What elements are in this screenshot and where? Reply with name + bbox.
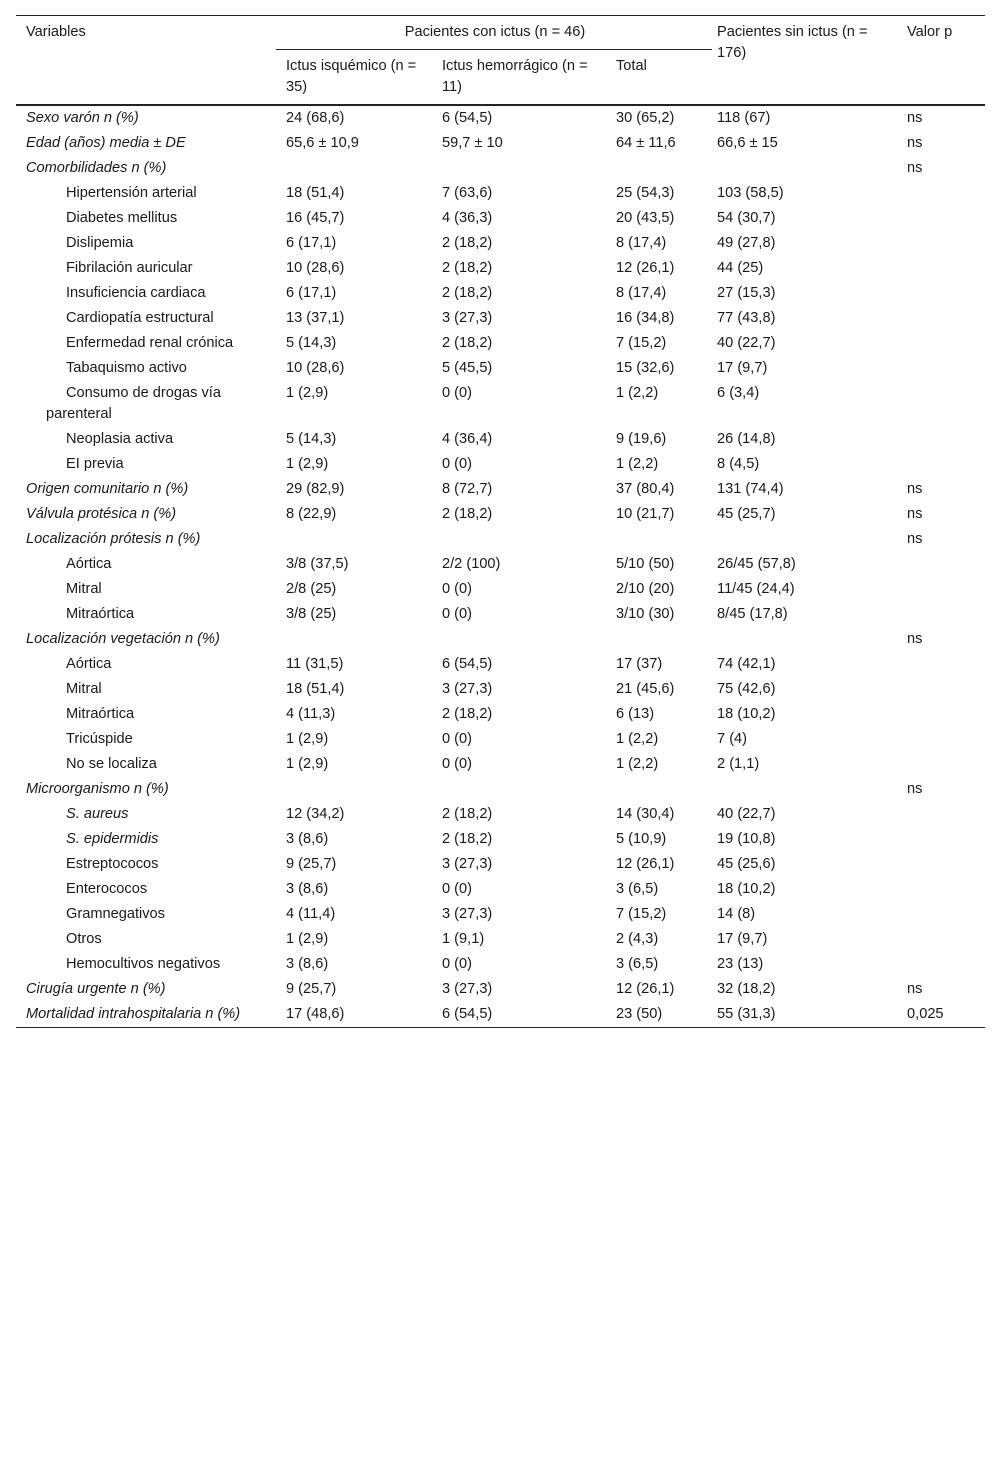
table-row bbox=[16, 902, 985, 927]
row-label: No se localiza bbox=[66, 756, 157, 772]
cell-sin-ictus: 49 (27,8) bbox=[717, 235, 776, 251]
cell-hemorragico: 6 (54,5) bbox=[439, 1002, 616, 1028]
cell-valor-p: ns bbox=[907, 531, 923, 547]
cell-isquemico: 5 (14,3) bbox=[286, 431, 337, 447]
cell-sin-ictus: 23 (13) bbox=[717, 956, 764, 972]
cell-valor-p: 0,025 bbox=[902, 1002, 985, 1028]
cell-sin-ictus: 66,6 ± 15 bbox=[717, 135, 778, 151]
cell-total: 1 (2,2) bbox=[616, 385, 659, 401]
cell-valor-p bbox=[902, 306, 985, 331]
cell-hemorragico bbox=[439, 527, 616, 552]
cell-hemorragico: 4 (36,3) bbox=[442, 210, 493, 226]
cell-valor-p: ns bbox=[907, 631, 923, 647]
cell-valor-p bbox=[902, 752, 985, 777]
row-label: Localización vegetación n (%) bbox=[26, 631, 220, 647]
table-row bbox=[16, 727, 985, 752]
cell-sin-ictus: 118 (67) bbox=[717, 110, 771, 126]
cell-valor-p: ns bbox=[907, 981, 923, 997]
row-label: Comorbilidades n (%) bbox=[26, 160, 167, 176]
cell-total: 2/10 (20) bbox=[616, 581, 675, 597]
table-row bbox=[16, 206, 985, 231]
cell-total: 3/10 (30) bbox=[616, 606, 675, 622]
cell-hemorragico: 3 (27,3) bbox=[442, 906, 493, 922]
cell-isquemico: 18 (51,4) bbox=[286, 681, 345, 697]
cell-valor-p bbox=[902, 181, 985, 206]
cell-total: 7 (15,2) bbox=[616, 906, 667, 922]
cell-hemorragico: 0 (0) bbox=[442, 881, 473, 897]
cell-sin-ictus: 2 (1,1) bbox=[717, 756, 760, 772]
cell-hemorragico: 2/2 (100) bbox=[442, 556, 501, 572]
table-row bbox=[16, 702, 985, 727]
header-sin-ictus: Pacientes sin ictus (n = 176) bbox=[717, 24, 868, 61]
table-row bbox=[16, 877, 985, 902]
table-row bbox=[16, 105, 985, 131]
header-total: Total bbox=[616, 58, 647, 74]
table-row bbox=[16, 331, 985, 356]
table-row bbox=[16, 777, 985, 802]
cell-sin-ictus: 32 (18,2) bbox=[717, 981, 776, 997]
cell-valor-p bbox=[902, 231, 985, 256]
table-row bbox=[16, 256, 985, 281]
header-ictus-group: Pacientes con ictus (n = 46) bbox=[276, 16, 712, 50]
cell-sin-ictus: 11/45 (24,4) bbox=[717, 581, 795, 597]
cell-isquemico: 16 (45,7) bbox=[286, 210, 345, 226]
table-row bbox=[16, 1002, 985, 1028]
table-row bbox=[16, 502, 985, 527]
cell-sin-ictus: 18 (10,2) bbox=[717, 881, 776, 897]
cell-isquemico: 13 (37,1) bbox=[286, 310, 345, 326]
cell-valor-p: ns bbox=[907, 481, 923, 497]
table-row bbox=[16, 677, 985, 702]
cell-sin-ictus: 18 (10,2) bbox=[717, 706, 776, 722]
row-label: Diabetes mellitus bbox=[66, 210, 178, 226]
row-label: S. epidermidis bbox=[66, 831, 159, 847]
cell-hemorragico: 2 (18,2) bbox=[442, 260, 493, 276]
cell-sin-ictus: 26/45 (57,8) bbox=[717, 556, 796, 572]
cell-sin-ictus: 77 (43,8) bbox=[717, 310, 776, 326]
cell-sin-ictus: 17 (9,7) bbox=[717, 931, 768, 947]
cell-isquemico: 3 (8,6) bbox=[286, 831, 329, 847]
cell-isquemico: 17 (48,6) bbox=[276, 1002, 439, 1028]
cell-valor-p bbox=[902, 952, 985, 977]
cell-total bbox=[616, 156, 712, 181]
cell-total: 12 (26,1) bbox=[616, 260, 675, 276]
cell-sin-ictus: 8 (4,5) bbox=[717, 456, 760, 472]
cell-valor-p bbox=[902, 381, 985, 427]
cell-isquemico: 24 (68,6) bbox=[286, 110, 345, 126]
row-label: Otros bbox=[66, 931, 102, 947]
table-row bbox=[16, 131, 985, 156]
table-row bbox=[16, 627, 985, 652]
cell-hemorragico: 2 (18,2) bbox=[442, 706, 493, 722]
cell-total: 3 (6,5) bbox=[616, 956, 659, 972]
cell-total bbox=[616, 627, 712, 652]
cell-hemorragico: 2 (18,2) bbox=[442, 806, 493, 822]
cell-valor-p bbox=[902, 927, 985, 952]
cell-sin-ictus: 26 (14,8) bbox=[717, 431, 776, 447]
cell-valor-p bbox=[902, 852, 985, 877]
cell-valor-p bbox=[902, 577, 985, 602]
row-label: Hipertensión arterial bbox=[66, 185, 197, 201]
cell-hemorragico: 0 (0) bbox=[442, 581, 473, 597]
cell-hemorragico: 1 (9,1) bbox=[442, 931, 485, 947]
cell-isquemico: 6 (17,1) bbox=[286, 235, 337, 251]
cell-isquemico: 9 (25,7) bbox=[286, 981, 337, 997]
cell-sin-ictus: 40 (22,7) bbox=[717, 806, 776, 822]
row-label: Válvula protésica n (%) bbox=[26, 506, 177, 522]
cell-total: 30 (65,2) bbox=[616, 110, 675, 126]
table-row bbox=[16, 381, 985, 427]
cell-sin-ictus: 131 (74,4) bbox=[717, 481, 784, 497]
table-row bbox=[16, 977, 985, 1002]
row-label: EI previa bbox=[66, 456, 124, 472]
table-row bbox=[16, 356, 985, 381]
row-label: Cirugía urgente n (%) bbox=[26, 981, 166, 997]
cell-isquemico: 6 (17,1) bbox=[286, 285, 337, 301]
cell-valor-p bbox=[902, 281, 985, 306]
row-label: Aórtica bbox=[66, 556, 112, 572]
cell-sin-ictus: 6 (3,4) bbox=[717, 385, 760, 401]
cell-total: 25 (54,3) bbox=[616, 185, 675, 201]
row-label: Edad (años) media ± DE bbox=[26, 135, 186, 151]
cell-hemorragico: 2 (18,2) bbox=[442, 335, 493, 351]
cell-hemorragico: 2 (18,2) bbox=[442, 506, 493, 522]
table-row bbox=[16, 306, 985, 331]
cell-total: 23 (50) bbox=[616, 1002, 712, 1028]
cell-isquemico: 65,6 ± 10,9 bbox=[286, 135, 359, 151]
cell-sin-ictus bbox=[712, 627, 902, 652]
cell-total bbox=[616, 527, 712, 552]
cell-total: 1 (2,2) bbox=[616, 456, 659, 472]
cell-sin-ictus: 19 (10,8) bbox=[717, 831, 776, 847]
cell-valor-p bbox=[902, 602, 985, 627]
cell-total: 17 (37) bbox=[616, 656, 663, 672]
table-row bbox=[16, 652, 985, 677]
cell-total: 6 (13) bbox=[616, 706, 655, 722]
row-label: Origen comunitario n (%) bbox=[26, 481, 189, 497]
cell-hemorragico: 2 (18,2) bbox=[442, 831, 493, 847]
cell-total: 9 (19,6) bbox=[616, 431, 667, 447]
row-label: S. aureus bbox=[66, 806, 129, 822]
cell-valor-p bbox=[902, 356, 985, 381]
cell-total: 64 ± 11,6 bbox=[616, 135, 676, 151]
table-header bbox=[16, 16, 985, 106]
cell-valor-p: ns bbox=[907, 110, 923, 126]
ictus-comparison-table bbox=[16, 15, 985, 1028]
cell-isquemico: 1 (2,9) bbox=[286, 756, 329, 772]
cell-total: 10 (21,7) bbox=[616, 506, 675, 522]
cell-hemorragico: 0 (0) bbox=[442, 731, 473, 747]
cell-total bbox=[616, 777, 712, 802]
cell-hemorragico bbox=[439, 777, 616, 802]
cell-isquemico: 1 (2,9) bbox=[286, 456, 329, 472]
table-row bbox=[16, 602, 985, 627]
cell-hemorragico: 3 (27,3) bbox=[442, 856, 493, 872]
table-row bbox=[16, 827, 985, 852]
cell-valor-p: ns bbox=[907, 135, 923, 151]
cell-hemorragico: 2 (18,2) bbox=[442, 235, 493, 251]
cell-valor-p bbox=[902, 206, 985, 231]
cell-sin-ictus: 55 (31,3) bbox=[712, 1002, 902, 1028]
cell-total: 5 (10,9) bbox=[616, 831, 667, 847]
table-row bbox=[16, 181, 985, 206]
cell-isquemico: 8 (22,9) bbox=[286, 506, 337, 522]
row-label: Insuficiencia cardiaca bbox=[66, 285, 206, 301]
cell-total: 1 (2,2) bbox=[616, 731, 659, 747]
row-label: Dislipemia bbox=[66, 235, 134, 251]
cell-hemorragico bbox=[439, 156, 616, 181]
row-label: Hemocultivos negativos bbox=[66, 956, 221, 972]
table-row bbox=[16, 527, 985, 552]
row-label: Sexo varón n (%) bbox=[26, 110, 139, 126]
row-label: Cardiopatía estructural bbox=[66, 310, 214, 326]
cell-valor-p bbox=[902, 702, 985, 727]
cell-total: 21 (45,6) bbox=[616, 681, 675, 697]
cell-sin-ictus: 75 (42,6) bbox=[717, 681, 776, 697]
row-label: Enfermedad renal crónica bbox=[66, 335, 234, 351]
row-label: Tricúspide bbox=[66, 731, 133, 747]
cell-isquemico: 1 (2,9) bbox=[286, 931, 329, 947]
cell-isquemico: 1 (2,9) bbox=[286, 385, 329, 401]
cell-total: 37 (80,4) bbox=[616, 481, 675, 497]
cell-isquemico: 18 (51,4) bbox=[286, 185, 345, 201]
table-row bbox=[16, 156, 985, 181]
cell-hemorragico: 0 (0) bbox=[442, 756, 473, 772]
cell-isquemico: 3 (8,6) bbox=[286, 881, 329, 897]
row-label: Fibrilación auricular bbox=[66, 260, 193, 276]
cell-total: 5/10 (50) bbox=[616, 556, 675, 572]
table-row bbox=[16, 281, 985, 306]
cell-valor-p bbox=[902, 877, 985, 902]
cell-valor-p bbox=[902, 331, 985, 356]
cell-hemorragico: 2 (18,2) bbox=[442, 285, 493, 301]
cell-sin-ictus: 17 (9,7) bbox=[717, 360, 768, 376]
cell-total: 2 (4,3) bbox=[616, 931, 659, 947]
cell-isquemico: 3/8 (25) bbox=[286, 606, 337, 622]
table-row bbox=[16, 577, 985, 602]
table-row bbox=[16, 952, 985, 977]
cell-isquemico bbox=[276, 527, 439, 552]
table-row bbox=[16, 427, 985, 452]
cell-valor-p: ns bbox=[907, 506, 923, 522]
cell-hemorragico: 8 (72,7) bbox=[442, 481, 493, 497]
cell-sin-ictus: 103 (58,5) bbox=[717, 185, 784, 201]
row-label: Enterococos bbox=[66, 881, 148, 897]
cell-sin-ictus: 45 (25,6) bbox=[717, 856, 776, 872]
row-label: Mitraórtica bbox=[66, 606, 135, 622]
cell-sin-ictus bbox=[712, 777, 902, 802]
cell-sin-ictus: 44 (25) bbox=[717, 260, 764, 276]
row-label: Mitral bbox=[66, 681, 102, 697]
cell-isquemico: 10 (28,6) bbox=[286, 260, 345, 276]
cell-isquemico: 1 (2,9) bbox=[286, 731, 329, 747]
cell-hemorragico: 3 (27,3) bbox=[442, 981, 493, 997]
cell-total: 16 (34,8) bbox=[616, 310, 675, 326]
cell-sin-ictus: 74 (42,1) bbox=[717, 656, 776, 672]
cell-isquemico: 4 (11,3) bbox=[286, 706, 336, 722]
cell-isquemico: 3 (8,6) bbox=[286, 956, 329, 972]
cell-valor-p bbox=[902, 652, 985, 677]
cell-hemorragico: 3 (27,3) bbox=[442, 681, 493, 697]
cell-hemorragico: 4 (36,4) bbox=[442, 431, 493, 447]
cell-valor-p: ns bbox=[907, 781, 923, 797]
cell-sin-ictus: 14 (8) bbox=[717, 906, 756, 922]
cell-valor-p: ns bbox=[907, 160, 923, 176]
cell-total: 20 (43,5) bbox=[616, 210, 675, 226]
data-table-container bbox=[16, 15, 985, 1028]
cell-sin-ictus: 45 (25,7) bbox=[717, 506, 776, 522]
cell-hemorragico: 59,7 ± 10 bbox=[442, 135, 503, 151]
cell-hemorragico: 6 (54,5) bbox=[442, 656, 493, 672]
table-row bbox=[16, 927, 985, 952]
table-row bbox=[16, 477, 985, 502]
cell-total: 8 (17,4) bbox=[616, 235, 667, 251]
table-row bbox=[16, 552, 985, 577]
cell-sin-ictus: 27 (15,3) bbox=[717, 285, 776, 301]
cell-sin-ictus: 7 (4) bbox=[717, 731, 748, 747]
row-label: Consumo de drogas vía parenteral bbox=[46, 385, 221, 422]
cell-total: 14 (30,4) bbox=[616, 806, 675, 822]
cell-valor-p bbox=[902, 902, 985, 927]
row-label: Mitraórtica bbox=[66, 706, 135, 722]
cell-total: 1 (2,2) bbox=[616, 756, 659, 772]
header-hemorragico: Ictus hemorrágico (n = 11) bbox=[442, 58, 588, 95]
row-label: Mortalidad intrahospitalaria n (%) bbox=[26, 1006, 241, 1022]
header-variables: Variables bbox=[26, 24, 86, 40]
cell-valor-p bbox=[902, 727, 985, 752]
cell-isquemico: 29 (82,9) bbox=[286, 481, 345, 497]
cell-isquemico: 12 (34,2) bbox=[286, 806, 345, 822]
cell-hemorragico: 0 (0) bbox=[442, 606, 473, 622]
row-label: Tabaquismo activo bbox=[66, 360, 187, 376]
cell-valor-p bbox=[902, 802, 985, 827]
cell-valor-p bbox=[902, 256, 985, 281]
cell-sin-ictus: 40 (22,7) bbox=[717, 335, 776, 351]
row-label: Estreptococos bbox=[66, 856, 159, 872]
cell-valor-p bbox=[902, 452, 985, 477]
cell-sin-ictus: 8/45 (17,8) bbox=[717, 606, 788, 622]
cell-total: 3 (6,5) bbox=[616, 881, 659, 897]
cell-sin-ictus: 54 (30,7) bbox=[717, 210, 776, 226]
cell-hemorragico: 5 (45,5) bbox=[442, 360, 493, 376]
row-label: Neoplasia activa bbox=[66, 431, 174, 447]
cell-valor-p bbox=[902, 427, 985, 452]
row-label: Microorganismo n (%) bbox=[26, 781, 169, 797]
cell-isquemico bbox=[276, 627, 439, 652]
cell-total: 8 (17,4) bbox=[616, 285, 667, 301]
cell-isquemico: 3/8 (37,5) bbox=[286, 556, 349, 572]
cell-hemorragico: 0 (0) bbox=[442, 956, 473, 972]
cell-isquemico bbox=[276, 156, 439, 181]
cell-valor-p bbox=[902, 827, 985, 852]
header-valor-p: Valor p bbox=[907, 24, 953, 40]
cell-isquemico: 5 (14,3) bbox=[286, 335, 337, 351]
row-label: Gramnegativos bbox=[66, 906, 165, 922]
cell-hemorragico: 0 (0) bbox=[442, 385, 473, 401]
cell-sin-ictus bbox=[712, 156, 902, 181]
cell-hemorragico: 6 (54,5) bbox=[442, 110, 493, 126]
table-row bbox=[16, 852, 985, 877]
cell-sin-ictus bbox=[712, 527, 902, 552]
table-row bbox=[16, 802, 985, 827]
cell-total: 15 (32,6) bbox=[616, 360, 675, 376]
cell-total: 12 (26,1) bbox=[616, 856, 675, 872]
cell-isquemico: 9 (25,7) bbox=[286, 856, 337, 872]
cell-hemorragico bbox=[439, 627, 616, 652]
table-body bbox=[16, 105, 985, 1028]
table-row bbox=[16, 752, 985, 777]
header-isquemico: Ictus isquémico (n = 35) bbox=[286, 58, 417, 95]
cell-isquemico: 10 (28,6) bbox=[286, 360, 345, 376]
cell-hemorragico: 7 (63,6) bbox=[442, 185, 493, 201]
cell-isquemico bbox=[276, 777, 439, 802]
cell-valor-p bbox=[902, 677, 985, 702]
cell-hemorragico: 0 (0) bbox=[442, 456, 473, 472]
cell-total: 12 (26,1) bbox=[616, 981, 675, 997]
table-row bbox=[16, 231, 985, 256]
table-row bbox=[16, 452, 985, 477]
row-label: Localización prótesis n (%) bbox=[26, 531, 201, 547]
row-label: Aórtica bbox=[66, 656, 112, 672]
row-label: Mitral bbox=[66, 581, 102, 597]
cell-isquemico: 11 (31,5) bbox=[286, 656, 344, 672]
cell-valor-p bbox=[902, 552, 985, 577]
cell-total: 7 (15,2) bbox=[616, 335, 667, 351]
cell-hemorragico: 3 (27,3) bbox=[442, 310, 493, 326]
cell-isquemico: 2/8 (25) bbox=[286, 581, 337, 597]
cell-isquemico: 4 (11,4) bbox=[286, 906, 336, 922]
